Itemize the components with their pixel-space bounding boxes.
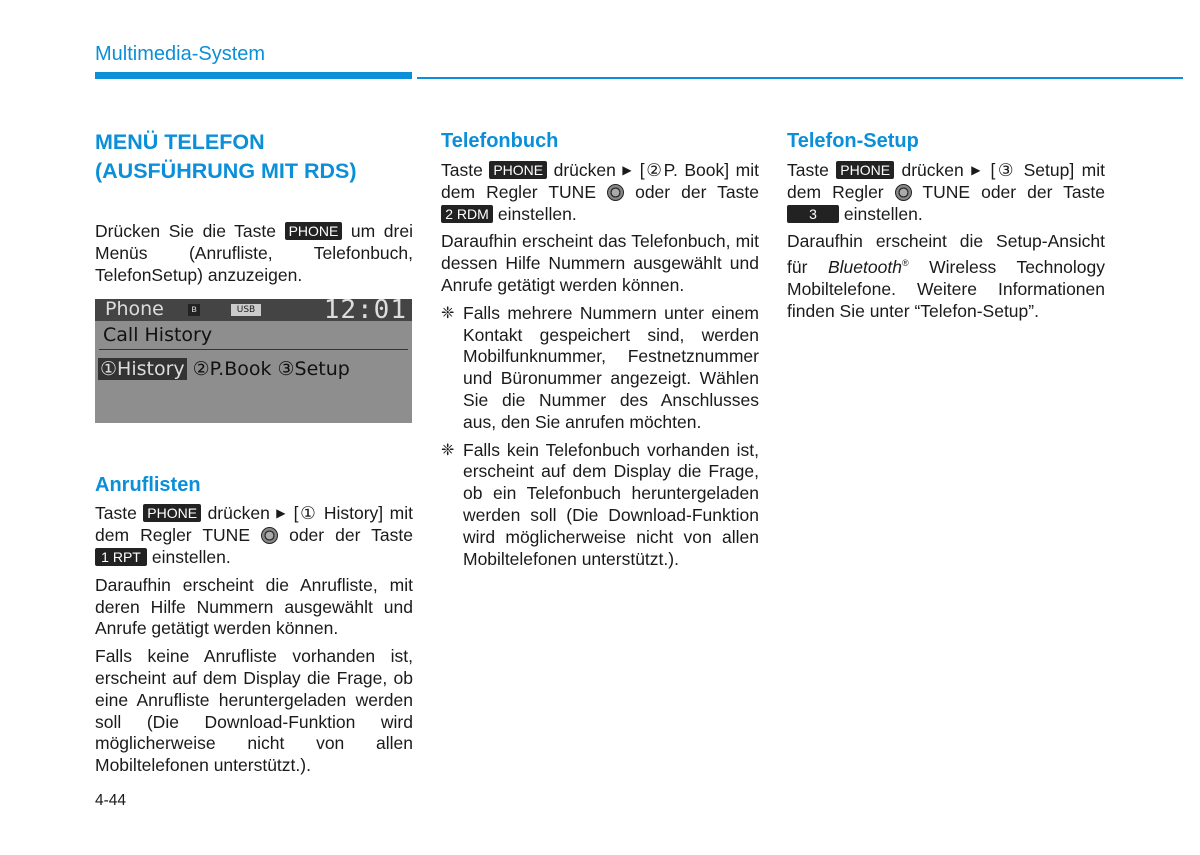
note-mark-icon: ❈ bbox=[441, 441, 455, 459]
phone-button-icon: PHONE bbox=[285, 222, 343, 240]
arrow-icon: ▶ bbox=[622, 163, 634, 177]
calls-heading: Anruflisten bbox=[95, 474, 201, 497]
setup-heading: Telefon-Setup bbox=[787, 130, 919, 152]
tune-knob-icon bbox=[895, 184, 912, 201]
intro-paragraph: Drücken Sie die Taste PHONE um drei Menüs (Anrufliste, Telefonbuch, TelefonSetup) anzuzeigen. bbox=[95, 221, 413, 285]
screen-mode-label: Phone bbox=[105, 299, 164, 320]
phone-screen-illustration bbox=[95, 299, 412, 423]
note-mark-icon: ❈ bbox=[441, 304, 455, 322]
screen-menu bbox=[98, 358, 356, 380]
phone-button-icon: PHONE bbox=[836, 161, 894, 179]
usb-icon: USB bbox=[231, 304, 261, 316]
setup-paragraph: Daraufhin erscheint die Setup-Ansicht für Bluetooth® Wireless Technology Mobiltelefone. Weitere Informationen finden Sie unter “Telefon-Setup”. bbox=[787, 231, 1105, 321]
main-heading: MENÜ TELEFON (AUSFÜHRUNG MIT RDS) bbox=[95, 130, 357, 183]
screen-divider bbox=[99, 349, 408, 350]
column-2 bbox=[441, 128, 759, 570]
header-rule-thin bbox=[417, 77, 1183, 79]
screen-menu-history: ①History bbox=[100, 358, 185, 380]
button-3-icon: 3 bbox=[787, 205, 839, 223]
rdm-button-icon: 2 RDM bbox=[441, 205, 493, 223]
arrow-icon: ▶ bbox=[276, 506, 288, 521]
tune-knob-icon bbox=[607, 184, 624, 201]
header-rule-thick bbox=[95, 72, 412, 79]
phone-button-icon: PHONE bbox=[489, 161, 547, 179]
screen-menu-setup: ③Setup bbox=[277, 358, 350, 380]
phonebook-note-2: ❈ Falls kein Telefonbuch vorhanden ist, erscheint auf dem Display die Frage, ob ein Telefonbuch heruntergeladen werden soll (Die Download-Funktion wird möglicherweise nicht von allen Mobiltelefonen unterstützt.). bbox=[441, 439, 759, 569]
screen-clock: 12:01 bbox=[323, 299, 407, 325]
arrow-icon: ▶ bbox=[971, 163, 984, 177]
bluetooth-icon: ʙ bbox=[188, 304, 200, 316]
column-1 bbox=[95, 128, 413, 777]
phonebook-note-1: ❈ Falls mehrere Nummern unter einem Kontakt gespeichert sind, werden Mobilfunknummer, Festnetznummer und Büronummer angezeigt. Wählen Sie die Nummer des Anschlusses aus, den Sie anrufen möchten. bbox=[441, 302, 759, 432]
phonebook-heading: Telefonbuch bbox=[441, 130, 559, 152]
rpt-button-icon: 1 RPT bbox=[95, 548, 147, 566]
setup-instruction: Taste PHONE drücken ▶ [③ Setup] mit dem Regler TUNE oder der Taste 3 einstellen. bbox=[787, 160, 1105, 224]
screen-subtitle: Call History bbox=[103, 324, 213, 346]
calls-instruction: Taste PHONE drücken ▶ [① History] mit dem Regler TUNE oder der Taste 1 RPT einstellen. bbox=[95, 503, 413, 567]
calls-paragraph-1: Daraufhin erscheint die Anrufliste, mit deren Hilfe Nummern ausgewählt und Anrufe getätigt werden können. bbox=[95, 574, 413, 639]
screen-menu-pbook: ②P.Book bbox=[192, 358, 272, 380]
section-title: Multimedia-System bbox=[95, 43, 266, 65]
phonebook-instruction: Taste PHONE drücken ▶ [②P. Book] mit dem Regler TUNE oder der Taste 2 RDM einstellen. bbox=[441, 160, 759, 224]
column-3 bbox=[787, 128, 1105, 322]
phone-button-icon: PHONE bbox=[143, 504, 201, 522]
calls-paragraph-2: Falls keine Anrufliste vorhanden ist, erscheint auf dem Display die Frage, ob eine Anrufliste heruntergeladen werden soll (Die Download-Funktion wird möglicherweise nicht von allen Mobiltelefonen unterstützt.). bbox=[95, 646, 413, 776]
tune-knob-icon bbox=[261, 527, 278, 544]
page-number: 4-44 bbox=[95, 792, 127, 809]
phonebook-paragraph: Daraufhin erscheint das Telefonbuch, mit dessen Hilfe Nummern ausgewählt und Anrufe getätigt werden können. bbox=[441, 231, 759, 295]
